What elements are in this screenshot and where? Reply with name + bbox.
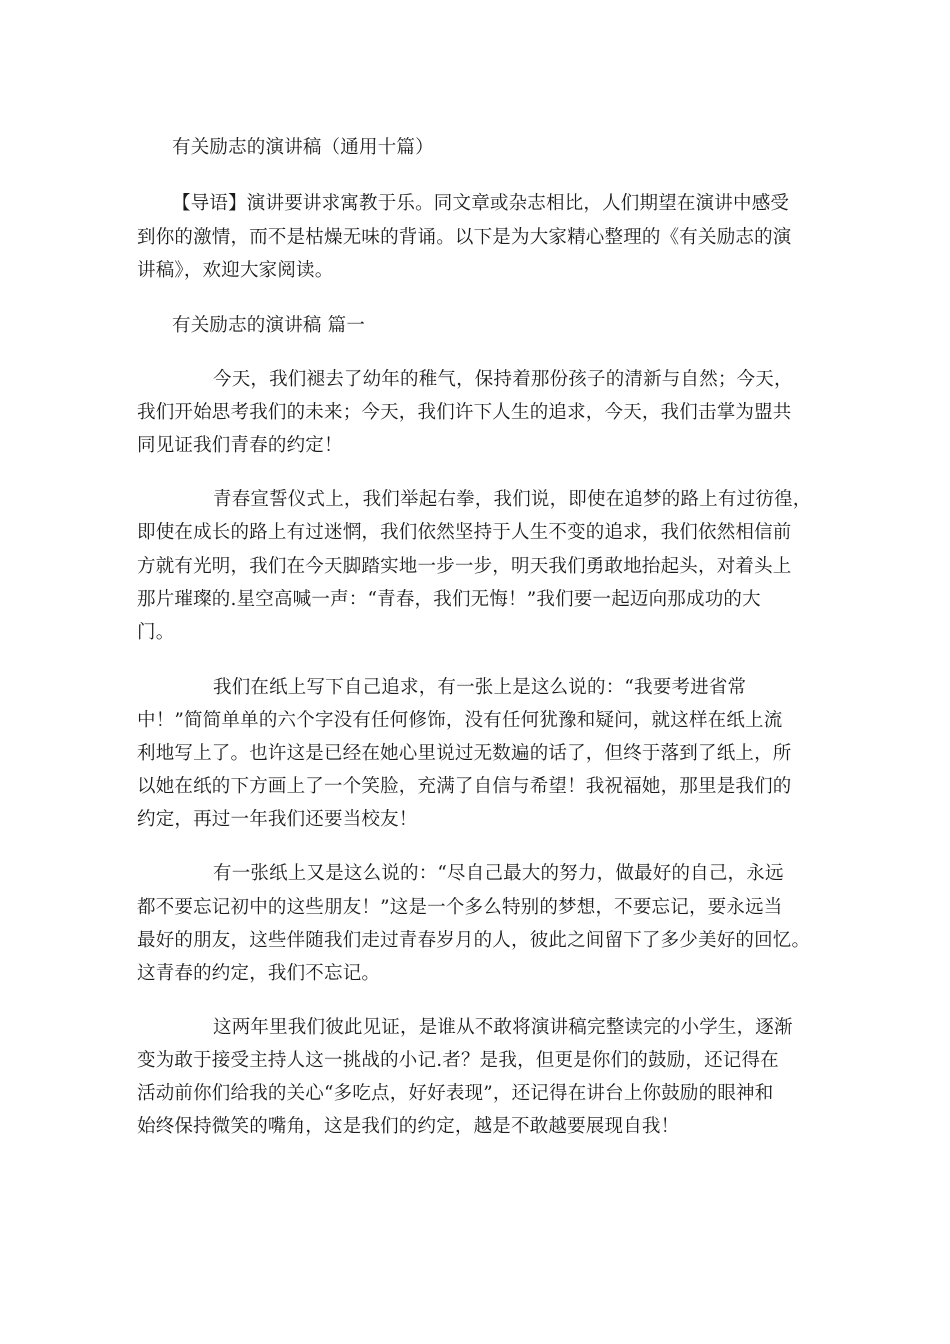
intro-line: 讲稿》，欢迎大家阅读。	[137, 260, 334, 281]
document-title: 有关励志的演讲稿（通用十篇）	[172, 137, 434, 158]
paragraph-line: 同见证我们青春的约定！	[137, 435, 343, 456]
paragraph-line: 有一张纸上又是这么说的：“尽自己最大的努力，做最好的自己，永远	[213, 863, 784, 884]
paragraph-line: 我们开始思考我们的未来；今天，我们许下人生的追求，今天，我们击掌为盟共	[137, 402, 792, 423]
paragraph-line: 变为敢于接受主持人这一挑战的小记.者？是我，但更是你们的鼓励，还记得在	[137, 1050, 779, 1071]
intro-line: 到你的激情，而不是枯燥无味的背诵。以下是为大家精心整理的《有关励志的演	[137, 227, 792, 248]
paragraph-line: 这两年里我们彼此见证，是谁从不敢将演讲稿完整读完的小学生，逐渐	[213, 1017, 793, 1038]
section-heading: 有关励志的演讲稿 篇一	[172, 315, 366, 336]
paragraph-line: 方就有光明，我们在今天脚踏实地一步一步，明天我们勇敢地抬起头，对着头上	[137, 556, 792, 577]
paragraph-line: 我们在纸上写下自己追求，有一张上是这么说的：“我要考进省常	[213, 677, 747, 698]
paragraph-line: 门。	[137, 622, 175, 643]
paragraph-line: 即使在成长的路上有过迷惘，我们依然坚持于人生不变的追求，我们依然相信前	[137, 522, 792, 543]
intro-line: 【导语】演讲要讲求寓教于乐。同文章或杂志相比，人们期望在演讲中感受	[172, 193, 790, 214]
paragraph-line: 始终保持微笑的嘴角，这是我们的约定，越是不敢越要展现自我！	[137, 1116, 680, 1137]
paragraph-line: 利地写上了。也许这是已经在她心里说过无数遍的话了，但终于落到了纸上，所	[137, 743, 792, 764]
paragraph-line: 活动前你们给我的关心“多吃点，好好表现”，还记得在讲台上你鼓励的眼神和	[137, 1083, 774, 1104]
paragraph-line: 中！”简简单单的六个字没有任何修饰，没有任何犹豫和疑问，就这样在纸上流	[137, 710, 783, 731]
paragraph-line: 最好的朋友，这些伴随我们走过青春岁月的人，彼此之间留下了多少美好的回忆。	[137, 930, 811, 951]
paragraph-line: 青春宣誓仪式上，我们举起右拳，我们说，即使在追梦的路上有过彷徨，	[213, 489, 812, 510]
paragraph-line: 这青春的约定，我们不忘记。	[137, 963, 381, 984]
paragraph-line: 那片璀璨的.星空高喊一声：“青春，我们无悔！”我们要一起迈向那成功的大	[137, 589, 761, 610]
paragraph-line: 都不要忘记初中的这些朋友！”这是一个多么特别的梦想，不要忘记，要永远当	[137, 897, 783, 918]
paragraph-line: 以她在纸的下方画上了一个笑脸，充满了自信与希望！我祝福她，那里是我们的	[137, 776, 792, 797]
paragraph-line: 约定，再过一年我们还要当校友！	[137, 809, 418, 830]
paragraph-line: 今天，我们褪去了幼年的稚气，保持着那份孩子的清新与自然；今天，	[213, 369, 793, 390]
